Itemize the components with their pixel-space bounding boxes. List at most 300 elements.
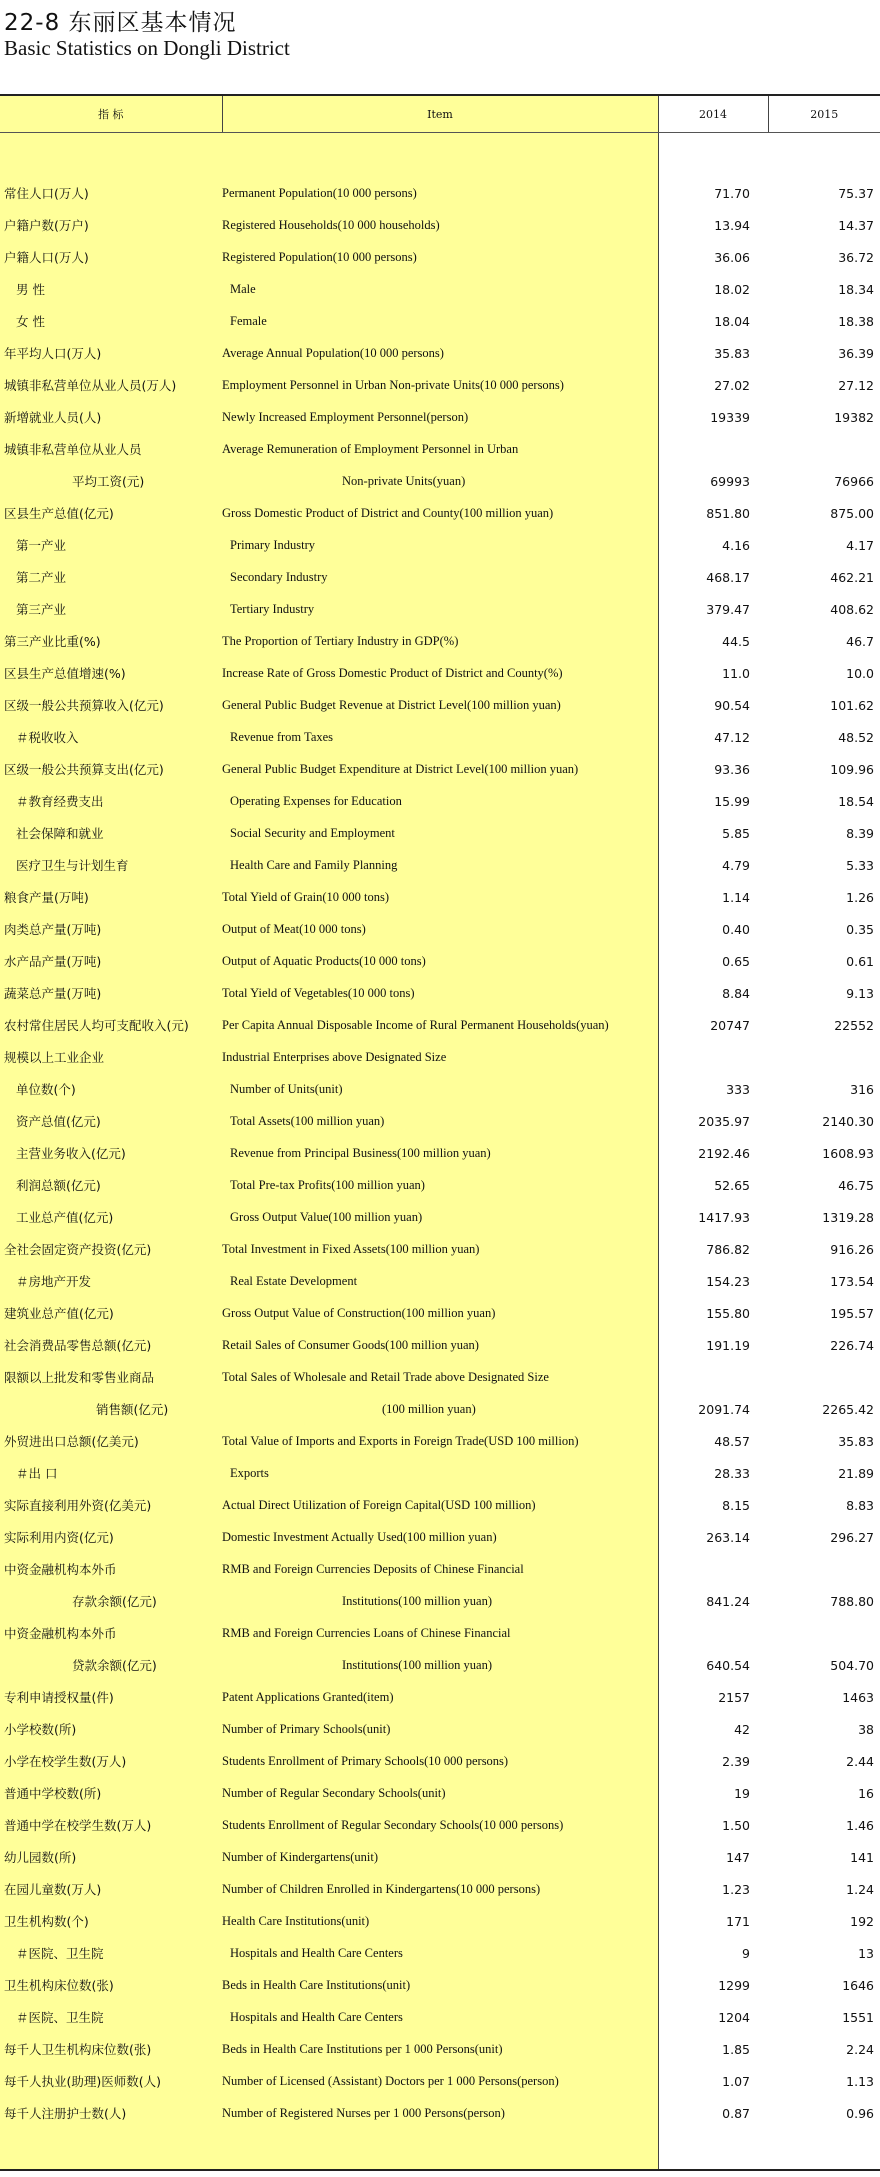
indicator-cn-label: 社会保障和就业 [16,826,104,841]
value-2015-cell: 462.21 [768,561,880,593]
item-en-label: Students Enrollment of Primary Schools(10 000 persons) [222,1753,509,1768]
value-2014-cell: 2.39 [658,1745,768,1777]
value-2015-cell: 1551 [768,2001,880,2033]
value-2014-cell: 0.65 [658,945,768,977]
indicator-cn-label: 存款余额(亿元) [72,1594,157,1609]
indicator-cn-cell [0,593,222,625]
item-en-cell [222,657,658,689]
indicator-cn-cell [0,721,222,753]
indicator-cn-label: 中资金融机构本外币 [4,1562,117,1577]
table-spacer-row [0,133,880,178]
value-2015-cell: 2140.30 [768,1105,880,1137]
item-en-cell [222,1265,658,1297]
indicator-cn-label: 专利申请授权量(件) [4,1690,114,1705]
table-row [0,497,880,529]
indicator-cn-label: 每千人卫生机构床位数(张) [4,2042,152,2057]
indicator-cn-label: 常住人口(万人) [4,186,89,201]
table-row [0,1553,880,1585]
item-en-cell [222,273,658,305]
item-en-label: Number of Registered Nurses per 1 000 Persons(person) [222,2105,505,2120]
value-2014-cell [658,1361,768,1393]
value-2014-cell: 2157 [658,1681,768,1713]
value-2014-cell: 1.85 [658,2033,768,2065]
table-row [0,1233,880,1265]
item-en-label: Health Care Institutions(unit) [222,1913,370,1928]
value-2014-cell: 1.23 [658,1873,768,1905]
value-2015-cell: 2265.42 [768,1393,880,1425]
item-en-label: Tertiary Industry [230,601,315,616]
table-row [0,273,880,305]
item-en-label: Number of Children Enrolled in Kindergartens(10 000 persons) [222,1881,541,1896]
value-2014-cell: 28.33 [658,1457,768,1489]
indicator-cn-label: 外贸进出口总额(亿美元) [4,1434,139,1449]
value-2014-cell [658,1553,768,1585]
item-en-label: Gross Output Value of Construction(100 million yuan) [222,1305,496,1320]
table-row [0,2065,880,2097]
value-2015-cell: 141 [768,1841,880,1873]
indicator-cn-cell [0,1873,222,1905]
table-row [0,433,880,465]
indicator-cn-cell [0,1553,222,1585]
value-2015-cell: 173.54 [768,1265,880,1297]
table-row [0,1105,880,1137]
item-en-cell [222,1201,658,1233]
indicator-cn-label: 第三产业 [16,602,67,617]
item-en-label: Total Sales of Wholesale and Retail Trade above Designated Size [222,1369,549,1384]
indicator-cn-label: 销售额(亿元) [96,1402,169,1417]
table-row [0,817,880,849]
indicator-cn-cell [0,433,222,465]
value-2015-cell: 875.00 [768,497,880,529]
value-2015-cell: 316 [768,1073,880,1105]
value-2014-cell [658,433,768,465]
indicator-cn-cell [0,977,222,1009]
value-2015-cell: 916.26 [768,1233,880,1265]
table-row [0,689,880,721]
value-2015-cell: 1608.93 [768,1137,880,1169]
indicator-cn-cell [0,1809,222,1841]
value-2014-cell: 147 [658,1841,768,1873]
indicator-cn-label: 限额以上批发和零售业商品 [4,1370,155,1385]
indicator-cn-label: 利润总额(亿元) [16,1178,101,1193]
item-en-cell [222,1169,658,1201]
value-2014-cell: 1.50 [658,1809,768,1841]
value-2014-cell: 786.82 [658,1233,768,1265]
table-row [0,785,880,817]
value-2015-cell: 504.70 [768,1649,880,1681]
item-en-label: Operating Expenses for Education [230,793,402,808]
indicator-cn-cell [0,881,222,913]
table-row [0,881,880,913]
indicator-cn-label: 卫生机构数(个) [4,1914,89,1929]
table-row [0,1009,880,1041]
item-en-label: RMB and Foreign Currencies Deposits of Chinese Financial [222,1561,524,1576]
value-2014-cell: 0.87 [658,2097,768,2129]
table-row [0,1809,880,1841]
indicator-cn-cell [0,945,222,977]
item-en-label: Increase Rate of Gross Domestic Product of District and County(%) [222,665,563,680]
value-2015-cell: 36.39 [768,337,880,369]
item-en-cell [222,401,658,433]
table-row [0,1489,880,1521]
table-row [0,401,880,433]
indicator-cn-label: ＃出 口 [16,1466,58,1481]
item-en-cell [222,1041,658,1073]
value-2014-cell: 851.80 [658,497,768,529]
value-2014-cell: 2035.97 [658,1105,768,1137]
value-2015-cell: 0.61 [768,945,880,977]
table-row [0,849,880,881]
indicator-cn-cell [0,1297,222,1329]
value-2015-cell: 46.7 [768,625,880,657]
item-en-cell [222,849,658,881]
value-2014-cell: 42 [658,1713,768,1745]
table-row [0,1617,880,1649]
table-row [0,1969,880,2001]
indicator-cn-label: 农村常住居民人均可支配收入(元) [4,1018,189,1033]
indicator-cn-label: 年平均人口(万人) [4,346,102,361]
indicator-cn-label: 区级一般公共预算收入(亿元) [4,698,164,713]
item-en-label: Total Pre-tax Profits(100 million yuan) [230,1177,425,1192]
indicator-cn-cell [0,1649,222,1681]
item-en-cell [222,785,658,817]
value-2014-cell: 69993 [658,465,768,497]
value-2015-cell: 16 [768,1777,880,1809]
value-2014-cell: 15.99 [658,785,768,817]
item-en-cell [222,689,658,721]
value-2015-cell: 27.12 [768,369,880,401]
indicator-cn-cell [0,1457,222,1489]
value-2014-cell: 1417.93 [658,1201,768,1233]
value-2015-cell: 18.38 [768,305,880,337]
table-row [0,1297,880,1329]
table-row [0,1169,880,1201]
indicator-cn-cell [0,1585,222,1617]
indicator-cn-label: 医疗卫生与计划生育 [16,858,129,873]
item-en-label: Average Remuneration of Employment Personnel in Urban [222,441,519,456]
header-year-2014: 2014 [658,95,768,133]
table-row [0,1745,880,1777]
indicator-cn-cell [0,2065,222,2097]
item-en-cell [222,561,658,593]
indicator-cn-label: 每千人注册护士数(人) [4,2106,127,2121]
indicator-cn-cell [0,465,222,497]
value-2015-cell: 1.46 [768,1809,880,1841]
item-en-cell [222,1297,658,1329]
indicator-cn-cell [0,913,222,945]
item-en-cell [222,465,658,497]
table-header-row [0,95,880,133]
value-2014-cell: 1.07 [658,2065,768,2097]
item-en-label: Beds in Health Care Institutions per 1 000 Persons(unit) [222,2041,503,2056]
indicator-cn-cell [0,625,222,657]
table-row [0,1585,880,1617]
item-en-label: Exports [230,1465,269,1480]
value-2015-cell: 76966 [768,465,880,497]
value-2015-cell: 75.37 [768,177,880,209]
item-en-cell [222,945,658,977]
value-2015-cell: 2.24 [768,2033,880,2065]
value-2015-cell: 408.62 [768,593,880,625]
value-2015-cell: 1319.28 [768,1201,880,1233]
indicator-cn-cell [0,209,222,241]
value-2015-cell: 18.34 [768,273,880,305]
indicator-cn-cell [0,1777,222,1809]
indicator-cn-cell [0,1329,222,1361]
table-row [0,337,880,369]
indicator-cn-cell [0,1521,222,1553]
item-en-cell [222,1457,658,1489]
indicator-cn-label: 普通中学在校学生数(万人) [4,1818,152,1833]
indicator-cn-cell [0,1681,222,1713]
indicator-cn-cell [0,2001,222,2033]
value-2015-cell: 1463 [768,1681,880,1713]
item-en-cell [222,1393,658,1425]
table-row [0,1905,880,1937]
item-en-cell [222,753,658,785]
indicator-cn-cell [0,1137,222,1169]
indicator-cn-label: 区县生产总值增速(%) [4,666,126,681]
value-2014-cell [658,1617,768,1649]
item-en-cell [222,369,658,401]
indicator-cn-label: ＃医院、卫生院 [16,2010,104,2025]
value-2015-cell [768,1553,880,1585]
item-en-label: (100 million yuan) [382,1401,476,1416]
indicator-cn-label: 第一产业 [16,538,67,553]
item-en-cell [222,1361,658,1393]
value-2014-cell: 36.06 [658,241,768,273]
value-2015-cell: 192 [768,1905,880,1937]
value-2014-cell: 263.14 [658,1521,768,1553]
table-row [0,2033,880,2065]
item-en-cell [222,881,658,913]
indicator-cn-cell [0,337,222,369]
value-2014-cell: 20747 [658,1009,768,1041]
table-row [0,625,880,657]
indicator-cn-label: 幼儿园数(所) [4,1850,77,1865]
value-2014-cell: 27.02 [658,369,768,401]
table-row [0,561,880,593]
indicator-cn-label: 女 性 [16,314,45,329]
item-en-cell [222,1809,658,1841]
value-2014-cell: 1204 [658,2001,768,2033]
value-2015-cell: 8.39 [768,817,880,849]
indicator-cn-label: 主营业务收入(亿元) [16,1146,126,1161]
indicator-cn-cell [0,753,222,785]
value-2014-cell: 154.23 [658,1265,768,1297]
indicator-cn-cell [0,849,222,881]
item-en-cell [222,1745,658,1777]
value-2014-cell: 8.84 [658,977,768,1009]
indicator-cn-label: 肉类总产量(万吨) [4,922,102,937]
table-title-en: Basic Statistics on Dongli District [4,36,290,60]
indicator-cn-label: 工业总产值(亿元) [16,1210,114,1225]
item-en-label: Secondary Industry [230,569,328,584]
item-en-label: Number of Units(unit) [230,1081,343,1096]
item-en-cell [222,1681,658,1713]
indicator-cn-cell [0,273,222,305]
value-2015-cell: 1.26 [768,881,880,913]
value-2015-cell: 38 [768,1713,880,1745]
value-2014-cell: 191.19 [658,1329,768,1361]
indicator-cn-cell [0,1841,222,1873]
value-2014-cell: 13.94 [658,209,768,241]
indicator-cn-label: 小学校数(所) [4,1722,77,1737]
item-en-label: Total Investment in Fixed Assets(100 million yuan) [222,1241,480,1256]
indicator-cn-cell [0,177,222,209]
table-row [0,1329,880,1361]
indicator-cn-label: 男 性 [16,282,45,297]
item-en-label: Total Assets(100 million yuan) [230,1113,385,1128]
item-en-label: Hospitals and Health Care Centers [230,1945,403,1960]
item-en-label: Average Annual Population(10 000 persons) [222,345,444,360]
indicator-cn-cell [0,241,222,273]
item-en-label: Hospitals and Health Care Centers [230,2009,403,2024]
value-2014-cell: 18.02 [658,273,768,305]
item-en-label: Gross Output Value(100 million yuan) [230,1209,423,1224]
table-row [0,369,880,401]
table-title-cn: 22-8 东丽区基本情况 [4,10,237,36]
indicator-cn-cell [0,1393,222,1425]
indicator-cn-cell [0,1169,222,1201]
item-en-label: Number of Kindergartens(unit) [222,1849,378,1864]
value-2015-cell [768,1361,880,1393]
indicator-cn-cell [0,497,222,529]
table-row [0,1201,880,1233]
item-en-cell [222,721,658,753]
item-en-label: Social Security and Employment [230,825,395,840]
indicator-cn-cell [0,1969,222,2001]
value-2014-cell [658,1041,768,1073]
value-2015-cell: 226.74 [768,1329,880,1361]
table-row [0,1841,880,1873]
indicator-cn-label: 卫生机构床位数(张) [4,1978,114,1993]
value-2014-cell: 47.12 [658,721,768,753]
item-en-cell [222,1905,658,1937]
table-row [0,1777,880,1809]
indicator-cn-cell [0,1937,222,1969]
indicator-cn-cell [0,1201,222,1233]
indicator-cn-label: 新增就业人员(人) [4,410,102,425]
item-en-label: Output of Meat(10 000 tons) [222,921,366,936]
indicator-cn-label: 每千人执业(助理)医师数(人) [4,2074,162,2089]
table-row [0,1649,880,1681]
value-2014-cell: 52.65 [658,1169,768,1201]
value-2014-cell: 841.24 [658,1585,768,1617]
value-2014-cell: 35.83 [658,337,768,369]
value-2015-cell: 22552 [768,1009,880,1041]
indicator-cn-label: 户籍户数(万户) [4,218,89,233]
indicator-cn-cell [0,689,222,721]
indicator-cn-label: 单位数(个) [16,1082,76,1097]
value-2015-cell: 2.44 [768,1745,880,1777]
item-en-label: Permanent Population(10 000 persons) [222,185,417,200]
header-item: Item [222,95,658,133]
value-2015-cell: 4.17 [768,529,880,561]
indicator-cn-label: 区级一般公共预算支出(亿元) [4,762,164,777]
value-2015-cell: 48.52 [768,721,880,753]
value-2014-cell: 8.15 [658,1489,768,1521]
item-en-cell [222,1937,658,1969]
value-2014-cell: 0.40 [658,913,768,945]
table-row [0,1457,880,1489]
value-2014-cell: 640.54 [658,1649,768,1681]
item-en-cell [222,2033,658,2065]
value-2015-cell: 109.96 [768,753,880,785]
table-row [0,657,880,689]
value-2014-cell: 44.5 [658,625,768,657]
item-en-cell [222,1105,658,1137]
indicator-cn-cell [0,401,222,433]
value-2015-cell: 296.27 [768,1521,880,1553]
item-en-label: Non-private Units(yuan) [342,473,466,488]
item-en-cell [222,1137,658,1169]
item-en-cell [222,913,658,945]
item-en-label: RMB and Foreign Currencies Loans of Chinese Financial [222,1625,511,1640]
indicator-cn-cell [0,369,222,401]
header-year-2015: 2015 [768,95,880,133]
indicator-cn-label: 城镇非私营单位从业人员(万人) [4,378,177,393]
item-en-label: Employment Personnel in Urban Non-private Units(10 000 persons) [222,377,564,392]
indicator-cn-cell [0,1233,222,1265]
value-2015-cell: 36.72 [768,241,880,273]
item-en-cell [222,817,658,849]
item-en-label: Gross Domestic Product of District and County(100 million yuan) [222,505,554,520]
item-en-cell [222,1425,658,1457]
indicator-cn-label: 粮食产量(万吨) [4,890,89,905]
item-en-cell [222,337,658,369]
item-en-cell [222,1489,658,1521]
value-2015-cell: 1646 [768,1969,880,2001]
value-2014-cell: 2091.74 [658,1393,768,1425]
table-row [0,305,880,337]
indicator-cn-cell [0,1041,222,1073]
item-en-cell [222,497,658,529]
table-row [0,1361,880,1393]
item-en-label: Institutions(100 million yuan) [342,1657,492,1672]
table-row [0,913,880,945]
item-en-cell [222,1841,658,1873]
item-en-label: Total Value of Imports and Exports in Foreign Trade(USD 100 million) [222,1433,579,1448]
item-en-cell [222,625,658,657]
value-2015-cell: 101.62 [768,689,880,721]
item-en-cell [222,1073,658,1105]
value-2015-cell: 0.96 [768,2097,880,2129]
value-2015-cell: 1.24 [768,1873,880,1905]
item-en-cell [222,1969,658,2001]
table-row [0,241,880,273]
table-row [0,209,880,241]
indicator-cn-label: 实际利用内资(亿元) [4,1530,114,1545]
item-en-cell [222,1713,658,1745]
table-body [0,133,880,2171]
item-en-label: Industrial Enterprises above Designated Size [222,1049,447,1064]
item-en-cell [222,2065,658,2097]
value-2014-cell: 2192.46 [658,1137,768,1169]
indicator-cn-label: ＃医院、卫生院 [16,1946,104,1961]
value-2015-cell [768,1041,880,1073]
indicator-cn-cell [0,1361,222,1393]
indicator-cn-cell [0,561,222,593]
item-en-label: Per Capita Annual Disposable Income of Rural Permanent Households(yuan) [222,1017,609,1032]
item-en-label: Health Care and Family Planning [230,857,398,872]
indicator-cn-cell [0,1009,222,1041]
table-row [0,1265,880,1297]
item-en-label: Students Enrollment of Regular Secondary Schools(10 000 persons) [222,1817,564,1832]
item-en-label: General Public Budget Revenue at District Level(100 million yuan) [222,697,561,712]
indicator-cn-cell [0,657,222,689]
table-row [0,1073,880,1105]
